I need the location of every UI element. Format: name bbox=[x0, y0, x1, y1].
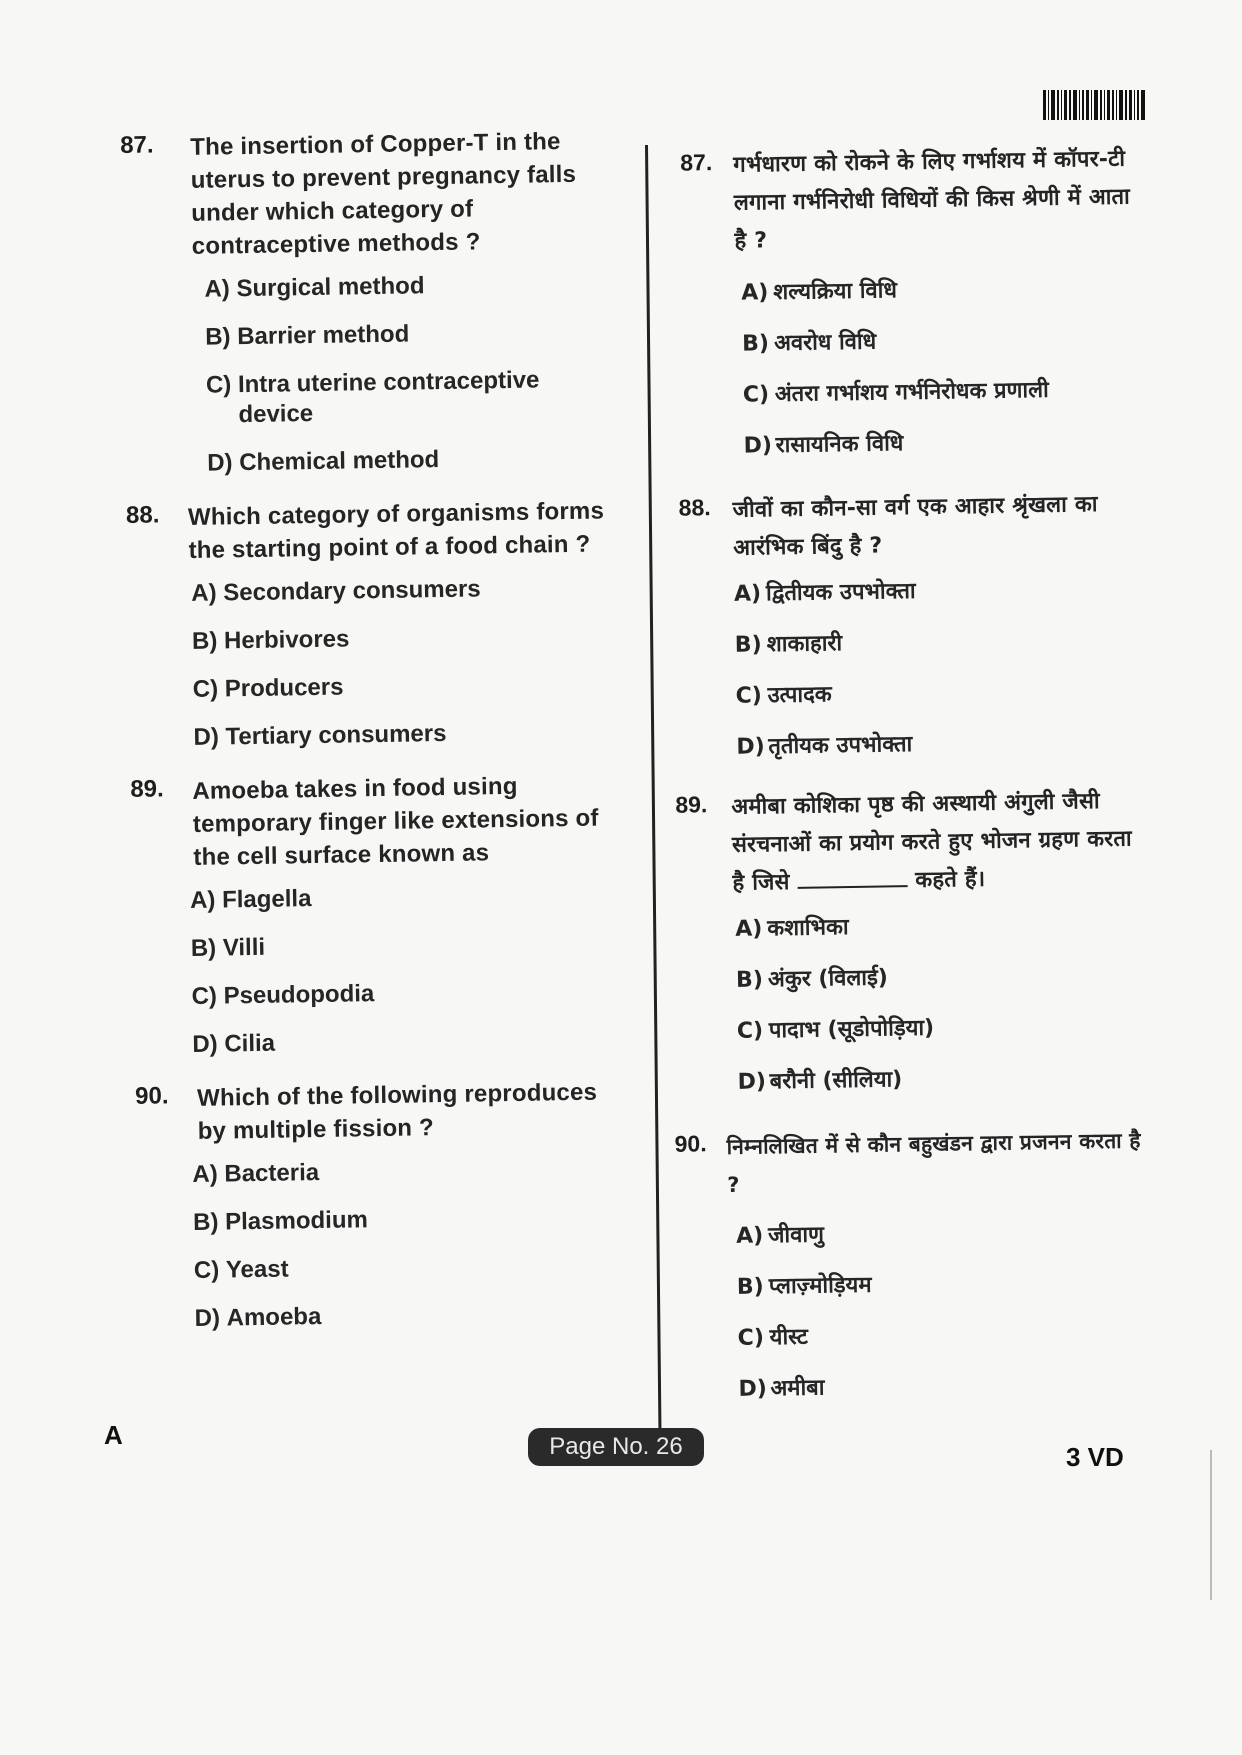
question-87-hi bbox=[655, 140, 1140, 463]
question-text bbox=[731, 782, 1147, 902]
question-number: 89. bbox=[130, 775, 164, 803]
option-d[interactable]: D) Cilia bbox=[192, 1029, 276, 1058]
option-a[interactable]: A) शल्यक्रिया विधि bbox=[741, 278, 898, 306]
question-89-hi bbox=[665, 782, 1150, 1099]
options bbox=[735, 908, 1150, 1097]
paper-code: 3 VD bbox=[1066, 1442, 1124, 1472]
option-d[interactable]: D) बरौनी (सीलिया) bbox=[737, 1067, 903, 1095]
option-d[interactable]: D) Tertiary consumers bbox=[193, 719, 447, 751]
option-d[interactable]: D) अमीबा bbox=[738, 1375, 825, 1402]
question-number: 88. bbox=[678, 494, 711, 521]
question-87-en bbox=[120, 124, 615, 480]
set-letter: A bbox=[104, 1420, 123, 1450]
option-a[interactable]: A) Bacteria bbox=[192, 1159, 320, 1188]
question-number: 88. bbox=[125, 501, 160, 529]
question-number: 87. bbox=[680, 149, 713, 176]
question-number: 90. bbox=[134, 1082, 169, 1110]
question-text-before-blank: अमीबा कोशिका पृष्ठ की अस्थायी अंगुली जैसी संरचनाओं का प्रयोग करते हुए भोजन ग्रहण करता है जिसे bbox=[731, 789, 1133, 896]
option-c[interactable]: C) Intra uterine contraceptive device bbox=[205, 366, 540, 429]
option-b[interactable]: B) Herbivores bbox=[191, 625, 350, 655]
option-b[interactable]: B) प्लाज़्मोड़ियम bbox=[736, 1272, 872, 1300]
option-a[interactable]: A) Flagella bbox=[189, 885, 312, 914]
question-text: Amoeba takes in food using temporary finger like extensions of the cell surface known as bbox=[192, 772, 599, 871]
question-88-en bbox=[126, 494, 620, 754]
question-89-en bbox=[130, 768, 624, 1061]
option-b[interactable]: B) शाकाहारी bbox=[734, 631, 843, 658]
question-90-hi bbox=[670, 1121, 1154, 1406]
option-c[interactable]: C) Yeast bbox=[193, 1255, 289, 1284]
question-text: The insertion of Copper-T in the uterus to prevent pregnancy falls under which category of contraceptive methods ? bbox=[190, 128, 577, 260]
question-text: निम्नलिखित में से कौन बहुखंडन द्वारा प्रजनन करता है ? bbox=[726, 1128, 1141, 1197]
barcode-icon bbox=[1043, 90, 1158, 120]
option-d[interactable]: D) Amoeba bbox=[194, 1302, 322, 1332]
english-column bbox=[120, 124, 629, 1353]
option-a[interactable]: A) जीवाणु bbox=[735, 1222, 825, 1249]
page-number-badge: Page No. 26 bbox=[528, 1428, 704, 1466]
scan-edge-line bbox=[1210, 1450, 1212, 1600]
option-c[interactable]: C) अंतरा गर्भाशय गर्भनिरोधक प्रणाली bbox=[742, 377, 1049, 408]
option-c[interactable]: C) पादाभ (सूडोपोड़िया) bbox=[736, 1015, 935, 1044]
option-d[interactable]: D) Chemical method bbox=[207, 446, 440, 477]
option-b[interactable]: B) Villi bbox=[190, 933, 266, 962]
options bbox=[734, 573, 1145, 762]
options bbox=[190, 879, 625, 1060]
option-b[interactable]: B) Plasmodium bbox=[192, 1206, 369, 1236]
option-c[interactable]: C) यीस्ट bbox=[737, 1324, 809, 1351]
option-a[interactable]: A) Surgical method bbox=[204, 272, 425, 303]
question-90-en bbox=[135, 1075, 629, 1335]
option-a[interactable]: A) द्वितीयक उपभोक्ता bbox=[733, 578, 916, 607]
question-88-hi bbox=[660, 485, 1144, 764]
option-a[interactable]: A) Secondary consumers bbox=[191, 575, 481, 607]
question-number: 90. bbox=[674, 1130, 707, 1157]
options bbox=[741, 272, 1140, 461]
question-text: Which category of organisms forms the starting point of a food chain ? bbox=[187, 497, 605, 564]
option-c[interactable]: C) Producers bbox=[192, 673, 344, 703]
option-d[interactable]: D) रासायनिक विधि bbox=[743, 431, 904, 459]
question-text: गर्भधारण को रोकने के लिए गर्भाशय में कॉपर-टी लगाना गर्भनिरोधी विधियों की किस श्रेणी में आता है ? bbox=[733, 146, 1131, 254]
option-b[interactable]: B) अवरोध विधि bbox=[741, 329, 877, 357]
question-text: जीवों का कौन-सा वर्ग एक आहार श्रृंखला का आरंभिक बिंदु है ? bbox=[732, 492, 1098, 561]
question-text: Which of the following reproduces by multiple fission ? bbox=[196, 1078, 598, 1145]
option-c[interactable]: C) Pseudopodia bbox=[191, 980, 375, 1010]
question-text-after-blank: कहते हैं। bbox=[915, 866, 986, 894]
question-number: 89. bbox=[675, 791, 708, 818]
fill-in-blank bbox=[797, 863, 907, 889]
option-b[interactable]: B) अंकुर (विलाई) bbox=[735, 965, 889, 993]
option-c[interactable]: C) उत्पादक bbox=[735, 682, 832, 709]
option-d[interactable]: D) तृतीयक उपभोक्ता bbox=[736, 732, 913, 760]
question-number: 87. bbox=[120, 131, 154, 159]
options bbox=[204, 268, 615, 478]
hindi-column bbox=[655, 140, 1155, 1426]
option-b[interactable]: B) Barrier method bbox=[205, 320, 410, 351]
options bbox=[736, 1215, 1155, 1405]
options bbox=[192, 1153, 629, 1334]
option-a[interactable]: A) कशाभिका bbox=[735, 915, 849, 942]
options bbox=[191, 572, 620, 753]
